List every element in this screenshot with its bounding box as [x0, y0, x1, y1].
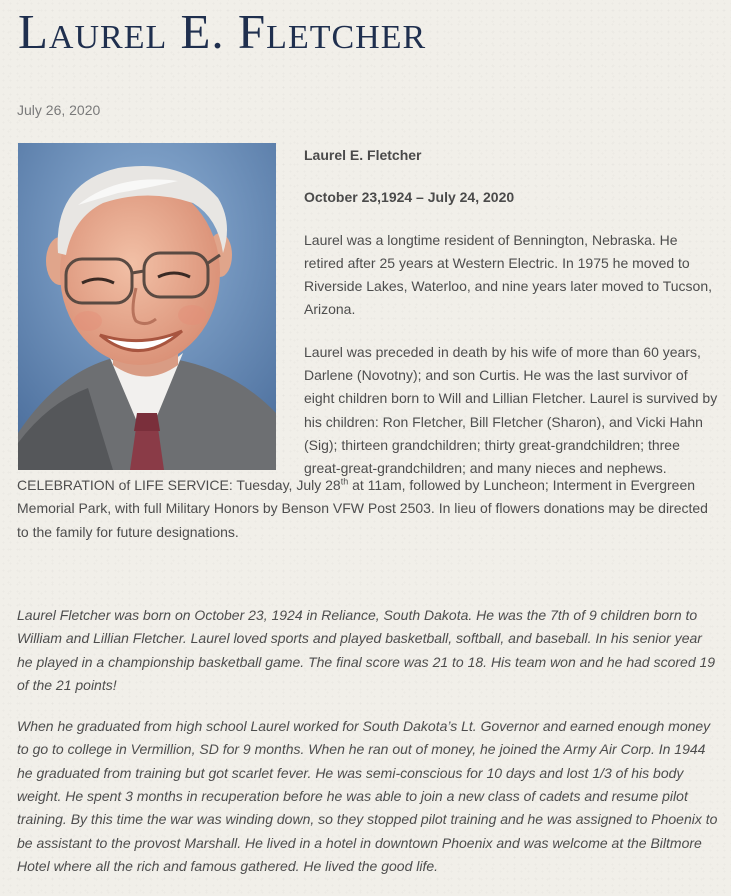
summary-paragraph-2: Laurel was preceded in death by his wife of more than 60 years, Darlene (Novotny); and son Curtis. He was the last survivor of eight children born to Will and Lillian Fletcher. Laurel is survived by his children: Ron Fletcher, Bill Fletcher (Sharon), and Vicki Hahn (Sig); thirteen grandchildren; thirty great-grandchildren; three great-great-grandchildren; and many nieces and nephews.: [304, 343, 718, 477]
celebration-notice: [17, 474, 717, 544]
celebration-text-start: CELEBRATION of LIFE SERVICE: Tuesday, July 28: [17, 477, 341, 493]
celebration-superscript: th: [340, 476, 349, 487]
life-dates: October 23,1924 – July 24, 2020: [304, 189, 515, 206]
story-paragraph-1: Laurel Fletcher was born on October 23, 1924 in Reliance, South Dakota. He was the 7th of 9 children born to William and Lillian Fletcher. Laurel loved sports and played basketball, softball, and baseball. In his senior year he played in a championship basketball game. The final score was 21 to 18. His team won and he had scored 19 of the 21 points!: [17, 607, 716, 693]
summary-paragraph-1: Laurel was a longtime resident of Bennington, Nebraska. He retired after 25 years at Western Electric. In 1975 he moved to Riverside Lakes, Waterloo, and nine years later moved to Tucson, Arizona.: [304, 231, 713, 318]
page-title: Laurel E. Fletcher: [18, 4, 427, 59]
story-paragraph-2: When he graduated from high school Laurel worked for South Dakota’s Lt. Governor and earned enough money to go to college in Vermillion, SD for 9 months. When he ran out of money, he joined the Army Air Corp. In 1944 he graduated from training but got scarlet fever. He was semi-conscious for 10 days and lost 1/3 of his body weight. He spent 3 months in recuperation before he was able to join a new class of cadets and resume pilot training. By this time the war was winding down, so they stopped pilot training and he was assigned to Phoenix to be assistant to the provost Marshall. He lived in a hotel in downtown Phoenix and was welcome at the Biltmore Hotel where all the rich and famous gathered. He lived the good life.: [17, 718, 718, 874]
obituary-summary: [304, 144, 720, 500]
celebration-text-end: at 11am, followed by Luncheon; Interment in Evergreen Memorial Park, with full Military Honors by Benson VFW Post 2503. In lieu of flowers donations may be directed to the family for future designations.: [17, 477, 708, 540]
life-story: [17, 604, 719, 896]
post-date: July 26, 2020: [17, 102, 101, 118]
deceased-name: Laurel E. Fletcher: [304, 147, 422, 163]
portrait-photo: [18, 143, 276, 470]
